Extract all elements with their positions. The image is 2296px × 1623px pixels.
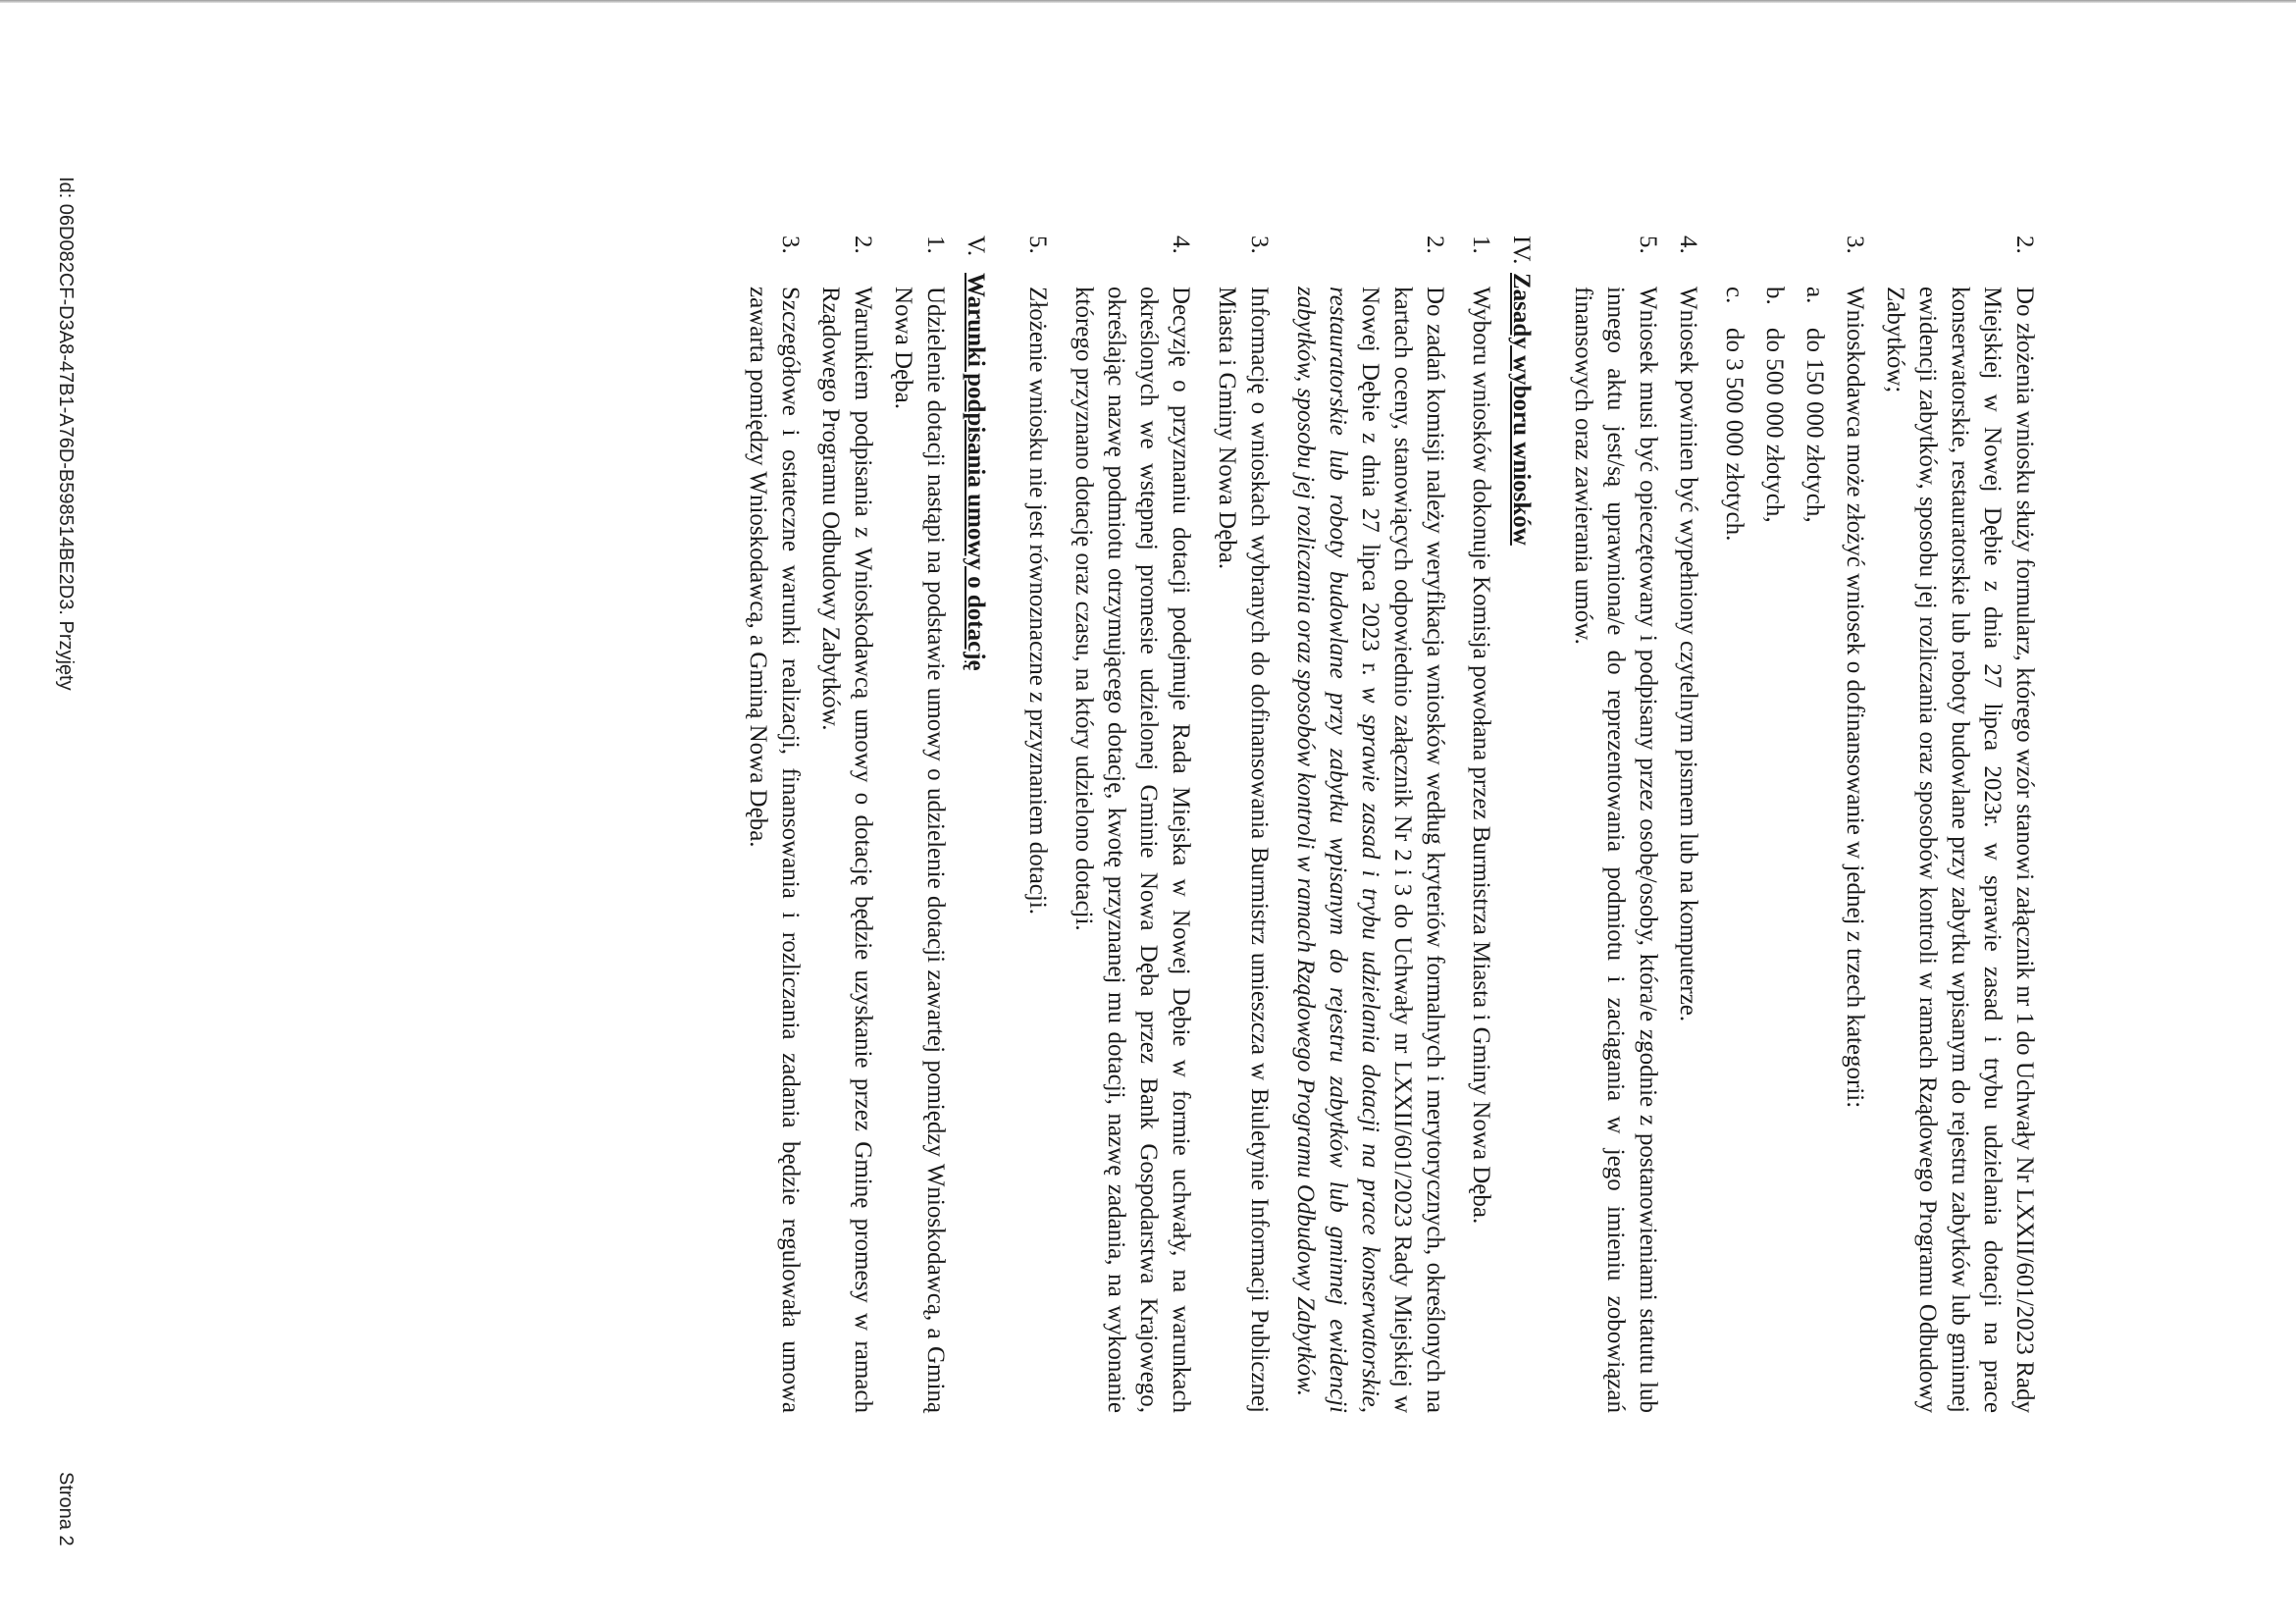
item-number: 2. xyxy=(1422,236,1448,254)
list-item xyxy=(1879,236,2041,1413)
list-item xyxy=(1839,236,1871,1413)
category-text: do 150 000 złotych, xyxy=(1801,328,1828,523)
item-text: Wniosek powinien być wypełniony czytelnym pismem lub na komputerze. xyxy=(1675,287,1701,1022)
item-text xyxy=(1289,287,1451,1413)
section-number: V. xyxy=(963,236,989,257)
document-body xyxy=(742,236,2041,1413)
item-number: 2. xyxy=(2011,236,2038,254)
section-heading xyxy=(960,236,992,1413)
category-item xyxy=(1799,287,1831,1413)
category-letter: b. xyxy=(1761,287,1788,305)
item-text: Wniosek musi być opieczętowany i podpisany przez osobę/osoby, która/e zgodnie z postanowieniami statutu lub innego aktu jest/są uprawniona/e do reprezentowania podmiotu i zaciągania w jego imieniu zobowiązań finansowych oraz zawierania umów. xyxy=(1570,287,1661,1413)
item-text: Do złożenia wniosku służy formularz, którego wzór stanowi załącznik nr 1 do Uchwały Nr LXXII/601/2023 Rady Miejskiej w Nowej Dębie z dnia 27 lipca 2023r. w sprawie zasad i trybu udzielania dotacji na prace konserwatorskie, restauratorskie lub roboty budowlane przy zabytku wpisanym do rejestru zabytków lub gminnej ewidencji zabytków, sposobu jej rozliczania oraz sposobów kontroli w ramach Rządowego Programu Odbudowy Zabytków; xyxy=(1882,287,2038,1413)
list-item xyxy=(1021,236,1054,1413)
category-item xyxy=(1718,287,1750,1413)
list-item xyxy=(1672,236,1704,1413)
item-text: Złożenie wniosku nie jest równoznaczne z przyznaniem dotacji. xyxy=(1024,287,1051,916)
category-letter: c. xyxy=(1721,287,1748,304)
section-number: IV. xyxy=(1508,236,1535,265)
document-id: Id: 06D082CF-D3A8-47B1-A76D-B598514BE2D3. Przyjęty xyxy=(55,177,77,691)
item-text: Informację o wnioskach wybranych do dofinansowania Burmistrz umieszcza w Biuletynie Informacji Publicznej Miasta i Gminy Nowa Dęba. xyxy=(1214,287,1273,1413)
item-number: 1. xyxy=(1468,236,1494,254)
item-text: Decyzję o przyznaniu dotacji podejmuje Rada Miejska w Nowej Dębie w formie uchwały, na warunkach określonych we wstępnej promesie udzielonej Gminie Nowa Dęba przez Bank Gospodarstwa Krajowego, określając nazwę podmiotu otrzymującego dotację, kwotę przyznanej mu dotacji, nazwę zadania, na wykonanie którego przyznano dotację oraz czasu, na który udzielono dotacji. xyxy=(1070,287,1194,1413)
category-letter: a. xyxy=(1801,287,1828,304)
category-text: do 3 500 000 złotych. xyxy=(1721,328,1748,542)
list-item xyxy=(1211,236,1276,1413)
item-number: 3. xyxy=(777,236,804,254)
item-text-italic: w sprawie zasad i trybu udzielania dotacji na prace konserwatorskie, restauratorskie lub roboty budowlane przy zabytku wpisanym do rejestru zabytków lub gminnej ewidencji zabytków, sposobu jej rozliczania oraz sposobów kontroli w ramach Rządowego Programu Odbudowy Zabytków. xyxy=(1292,287,1383,1413)
page-number: Strona 2 xyxy=(55,1472,77,1546)
item-number: 3. xyxy=(1842,236,1868,254)
item-number: 2. xyxy=(850,236,876,254)
list-item xyxy=(1567,236,1664,1413)
item-text: Szczegółowe i ostateczne warunki realizacji, finansowania i rozliczania zadania będzie regulowała umowa zawarta pomiędzy Wnioskodawcą, a Gminą Nowa Dęba. xyxy=(745,287,804,1413)
list-item xyxy=(1068,236,1197,1413)
category-text: do 500 000 złotych, xyxy=(1761,328,1788,523)
list-item xyxy=(1465,236,1497,1413)
section-heading xyxy=(1505,236,1538,1413)
list-item xyxy=(814,236,879,1413)
item-text: Wnioskodawca może złożyć wniosek o dofinansowanie w jednej z trzech kategorii: xyxy=(1842,287,1868,1109)
list-item xyxy=(1289,236,1451,1413)
item-number: 3. xyxy=(1246,236,1273,254)
item-number: 4. xyxy=(1675,236,1701,254)
list-item xyxy=(742,236,807,1413)
item-text: Udzielenie dotacji nastąpi na podstawie umowy o udzielenie dotacji zawartej pomiędzy Wnioskodawcą, a Gminą Nowa Dęba. xyxy=(890,287,949,1413)
item-number: 5. xyxy=(1024,236,1051,254)
item-number: 5. xyxy=(1635,236,1661,254)
section-title: Warunki podpisania umowy o dotację xyxy=(963,273,989,671)
section-title: Zasady wyboru wniosków xyxy=(1508,273,1535,546)
item-text-regular: Do zadań komisji należy weryfikacja wniosków według kryteriów formalnych i merytorycznych, określonych na kartach oceny, stanowiących odpowiednio załącznik Nr 2 i 3 do Uchwały nr LXXII/601/2023 Rady Miejskiej w Nowej Dębie z dnia 27 lipca 2023 r. xyxy=(1357,287,1448,1413)
category-item xyxy=(1758,287,1791,1413)
item-text: Wyboru wniosków dokonuje Komisja powołana przez Burmistrza Miasta i Gminy Nowa Dęba. xyxy=(1468,287,1494,1225)
item-text: Warunkiem podpisania z Wnioskodawcą umowy o dotację będzie uzyskanie przez Gminę promesy w ramach Rządowego Programu Odbudowy Zabytków. xyxy=(817,287,876,1413)
list-item xyxy=(887,236,952,1413)
item-number: 1. xyxy=(922,236,949,254)
item-number: 4. xyxy=(1168,236,1194,254)
